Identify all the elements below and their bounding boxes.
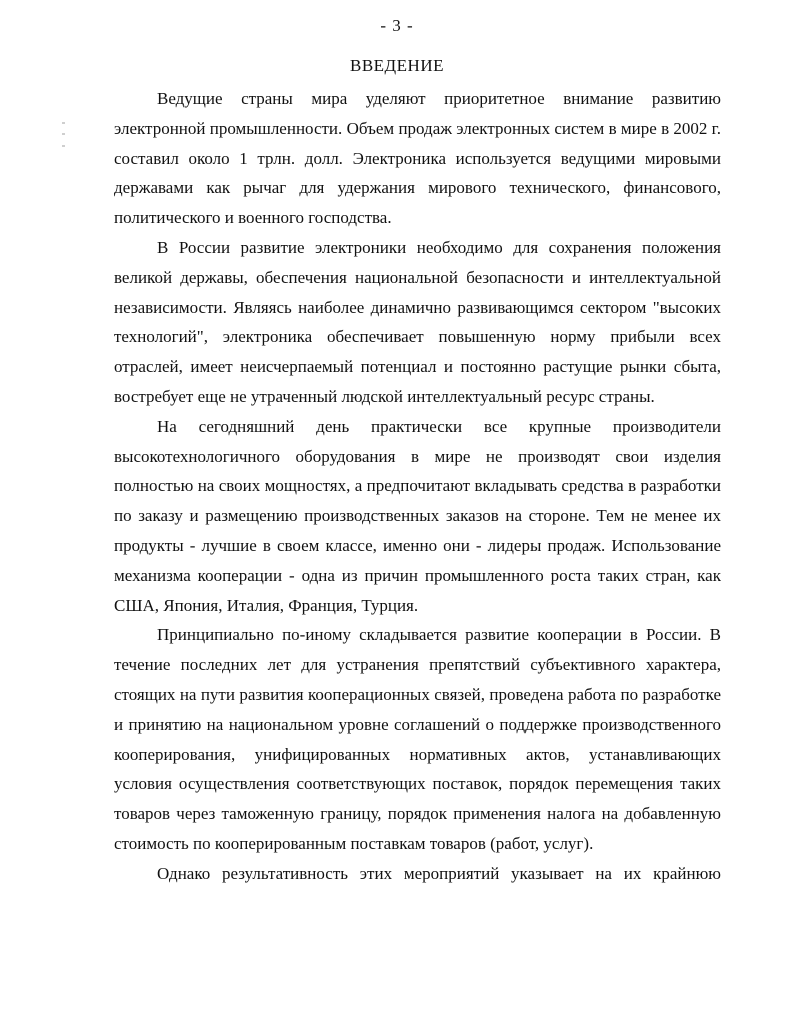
body-text [114, 84, 721, 889]
paragraph: В России развитие электроники необходимо для сохранения положения великой державы, обеспечения национальной безопасности и интеллектуальной независимости. Являясь наиболее динамично развивающимся сектором "высоких технологий", электроника обеспечивает повышенную норму прибыли всех отраслей, имеет неисчерпаемый потенциал и постоянно растущие рынки сбыта, востребует еще не утраченный людской интеллектуальный ресурс страны. [114, 237, 721, 406]
paragraph: Принципиально по-иному складывается развитие кооперации в России. В течение последних лет для устранения препятствий субъективного характера, стоящих на пути развития кооперационных связей, проведена работа по разработке и принятию на национальном уровне соглашений о поддержке производственного кооперирования, унифицированных нормативных актов, устанавливающих условия осуществления соответствующих поставок, порядок перемещения таких товаров через таможенную границу, порядок применения налога на добавленную стоимость по кооперированным поставкам товаров (работ, услуг). [114, 625, 721, 853]
page-number: - 3 - [380, 16, 414, 35]
paragraph: На сегодняшний день практически все крупные производители высокотехнологичного оборудования в мире не производят свои изделия полностью на своих мощностях, а предпочитают вкладывать средства в разработки по заказу и размещению производственных заказов на стороне. Тем не менее их продукты - лучшие в своем классе, именно они - лидеры продаж. Использование механизма кооперации - одна из причин промышленного роста таких стран, как США, Япония, Италия, Франция, Турция. [114, 416, 721, 615]
scan-artifact [62, 133, 65, 135]
paragraph: Ведущие страны мира уделяют приоритетное внимание развитию электронной промышленности. Объем продаж электронных систем в мире в 2002 г. составил около 1 трлн. долл. Электроника используется ведущими мировыми державами как рычаг для удержания мирового технического, финансового, политического и военного господства. [114, 89, 721, 228]
scan-artifact [62, 122, 65, 124]
paragraph: Однако результативность этих мероприятий указывает на их крайнюю [157, 863, 721, 883]
scan-artifact [62, 145, 65, 147]
section-title: ВВЕДЕНИЕ [350, 56, 444, 75]
